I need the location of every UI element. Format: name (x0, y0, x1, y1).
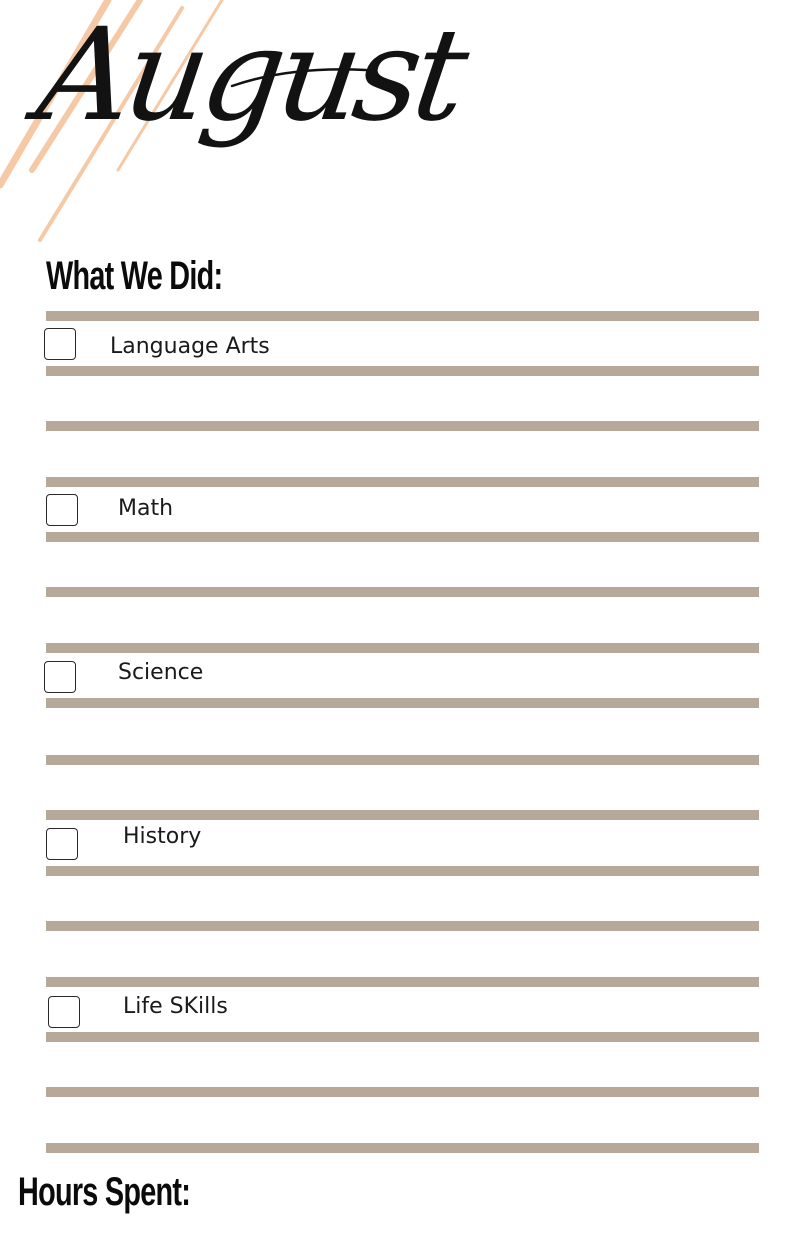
rule-line (46, 421, 759, 431)
rule-line (46, 1087, 759, 1097)
subject-label-history: History (123, 824, 202, 849)
subject-label-life-skills: Life SKills (123, 994, 228, 1019)
what-we-did-heading: What We Did: (46, 254, 223, 298)
rule-line (46, 532, 759, 542)
rule-line (46, 810, 759, 820)
rule-line (46, 698, 759, 708)
subject-label-language-arts: Language Arts (110, 334, 270, 359)
rule-line (46, 1143, 759, 1153)
rule-line (46, 643, 759, 653)
checkbox-language-arts[interactable] (44, 328, 76, 360)
rule-line (46, 311, 759, 321)
checkbox-history[interactable] (46, 828, 78, 860)
title-flourish (230, 56, 370, 96)
checkbox-science[interactable] (44, 661, 76, 693)
hours-spent-heading: Hours Spent: (18, 1170, 191, 1214)
rule-line (46, 755, 759, 765)
checkbox-life-skills[interactable] (48, 996, 80, 1028)
rule-line (46, 921, 759, 931)
month-title: August (29, 1, 471, 150)
rule-line (46, 587, 759, 597)
subject-label-math: Math (118, 496, 174, 521)
checkbox-math[interactable] (46, 494, 78, 526)
rule-line (46, 366, 759, 376)
rule-line (46, 977, 759, 987)
rule-line (46, 477, 759, 487)
rule-line (46, 866, 759, 876)
rule-line (46, 1032, 759, 1042)
subject-label-science: Science (118, 660, 204, 685)
